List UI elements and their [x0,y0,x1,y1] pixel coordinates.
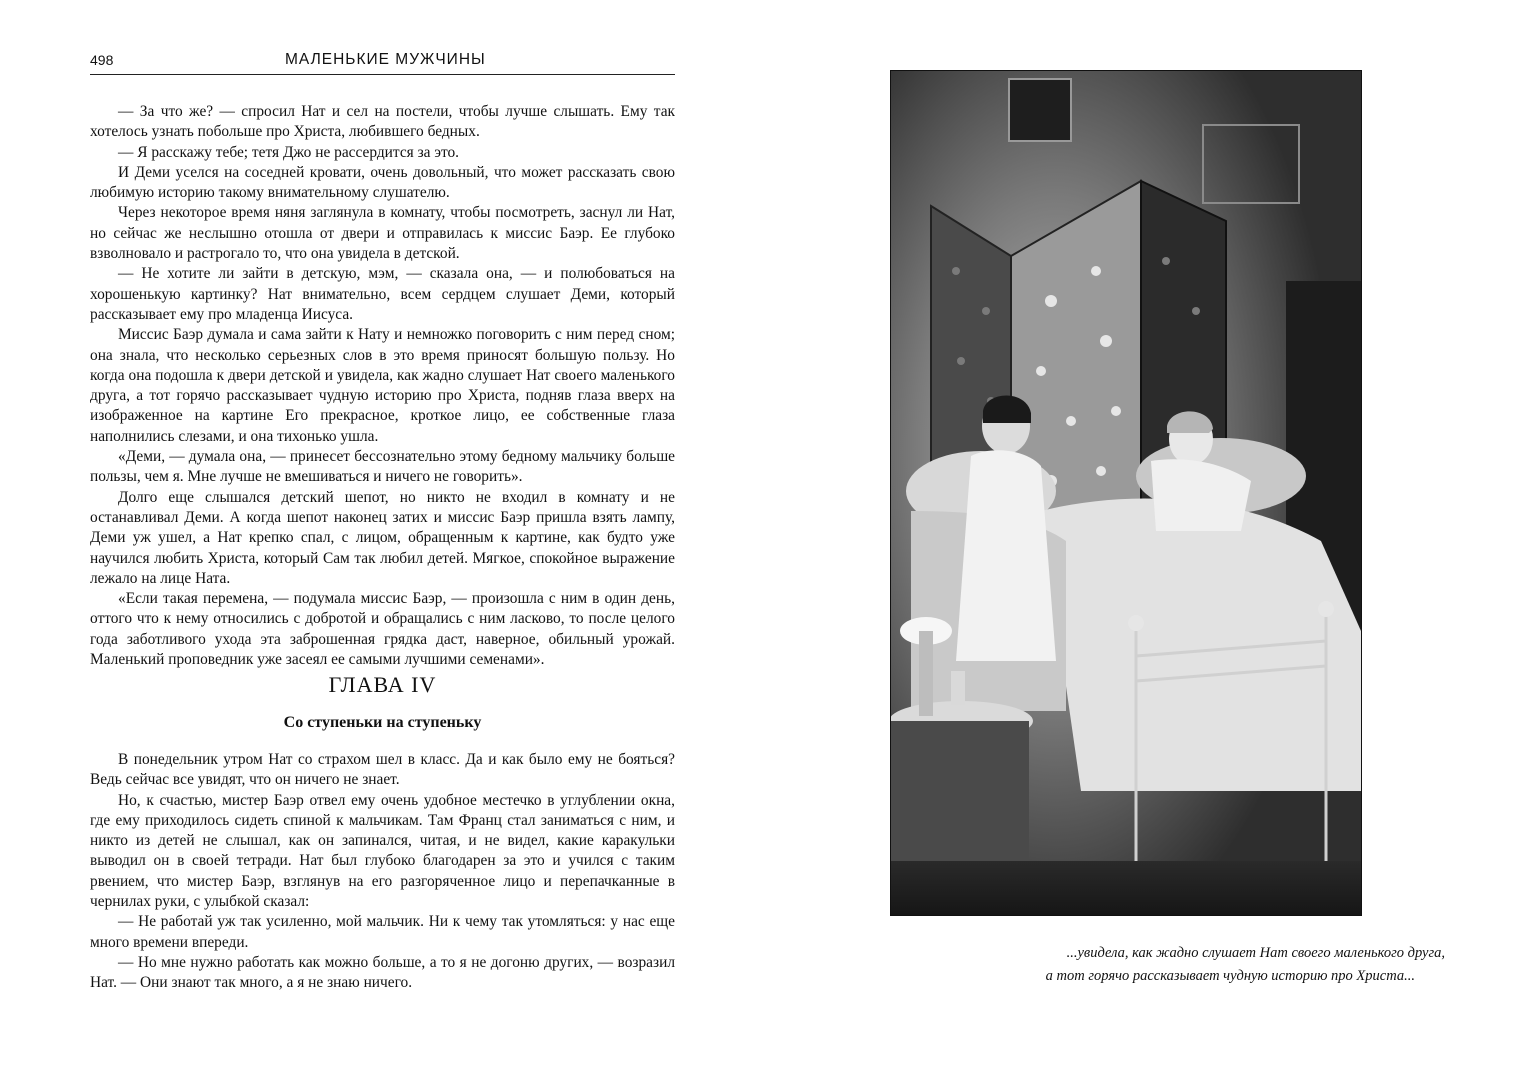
book-title: МАЛЕНЬКИЕ МУЖЧИНЫ [285,51,486,68]
paragraph: Долго еще слышался детский шепот, но никто не входил в комнату и не останавливал Деми. А когда шепот наконец затих и миссис Баэр пришла взять лампу, Деми уж ушел, а Нат крепко спал, с лицом, обращенным к картине, как будто уже научился любить Христа, который Сам так любил детей. Мягкое, спокойное выражение лежало на лице Ната. [90,488,675,587]
paragraph: В понедельник утром Нат со страхом шел в класс. Да и как было ему не бояться? Ведь сейчас все увидят, что он ничего не знает. [90,751,675,789]
text-block-bottom [90,750,675,994]
illustration-drawing [891,71,1361,915]
paragraph: «Если такая перемена, — подумала миссис Баэр, — произошла с ним в один день, оттого что к нему относились с добротой и обращались с ним ласково, то после целого года заботливого ухода эта заброшенная грядка даст, наверное, обильный урожай. Маленький проповедник уже засеял ее самыми лучшими семенами». [90,590,675,669]
paragraph: — Но мне нужно работать как можно больше, а то я не догоню других, — возразил Нат. — Они знают так много, а я не знаю ничего. [90,953,675,992]
page-number: 498 [90,52,114,68]
paragraph: И Деми уселся на соседней кровати, очень довольный, что может рассказать свою любимую историю такому внимательному слушателю. [90,163,675,202]
chapter-subtitle: Со ступеньки на ступеньку [283,714,482,731]
right-page [765,0,1530,1080]
chapter-title: ГЛАВА IV [328,672,437,697]
caption-line-2: а тот горячо рассказывает чудную историю про Христа... [1045,968,1415,984]
paragraph: — Не хотите ли зайти в детскую, мэм, — сказала она, — и полюбоваться на хорошенькую картинку? Нат внимательно, всем сердцем слушает Деми, который рассказывает ему про младенца Иисуса. [90,265,675,323]
caption-line-1: ...увидела, как жадно слушает Нат своего маленького друга, [1066,945,1445,961]
illustration [890,70,1362,916]
illustration-caption [825,942,1445,988]
paragraph: Но, к счастью, мистер Баэр отвел ему очень удобное местечко в углублении окна, где ему приходилось сидеть спиной к мальчикам. Там Франц стал заниматься с ним, и никто из детей не слышал, как он запинался, читая, и не видел, какие каракульки выводил он в своей тетради. Нат был глубоко благодарен за это и учился с таким рвением, что мистер Баэр, взглянув на его разгоряченное лицо и перепачканные в чернилах руки, с улыбкой сказал: [90,791,675,911]
running-header [90,50,675,75]
paragraph: — За что же? — спросил Нат и сел на постели, чтобы лучше слышать. Ему так хотелось узнать побольше про Христа, любившего бедных. [90,103,675,141]
paragraph: «Деми, — думала она, — принесет бессознательно этому бедному мальчику больше пользы, чем я. Мне лучше не вмешиваться и ничего не говорить». [90,448,675,486]
text-block-top [90,102,675,670]
paragraph: — Не работай уж так усиленно, мой мальчик. Ни к чему так утомляться: у нас еще много времени впереди. [90,913,675,951]
paragraph: Миссис Баэр думала и сама зайти к Нату и немножко поговорить с ним перед сном; она знала, что несколько серьезных слов в это время приносят большую пользу. Но когда она подошла к двери детской и увидела, как жадно слушает Нат своего маленького друга, а тот горячо рассказывает чудную историю про Христа, подняв глаза вверх на изображенное на картине Его прекрасное, кроткое лицо, ее собственные глаза наполнились слезами, и она тихонько ушла. [90,326,675,445]
paragraph: — Я расскажу тебе; тетя Джо не рассердится за это. [118,143,460,161]
paragraph: Через некоторое время няня заглянула в комнату, чтобы посмотреть, заснул ли Нат, но сейчас же неслышно отошла от двери и отправилась к миссис Баэр. Ее глубоко взволновало и растрогало то, что она увидела в детской. [90,204,675,263]
